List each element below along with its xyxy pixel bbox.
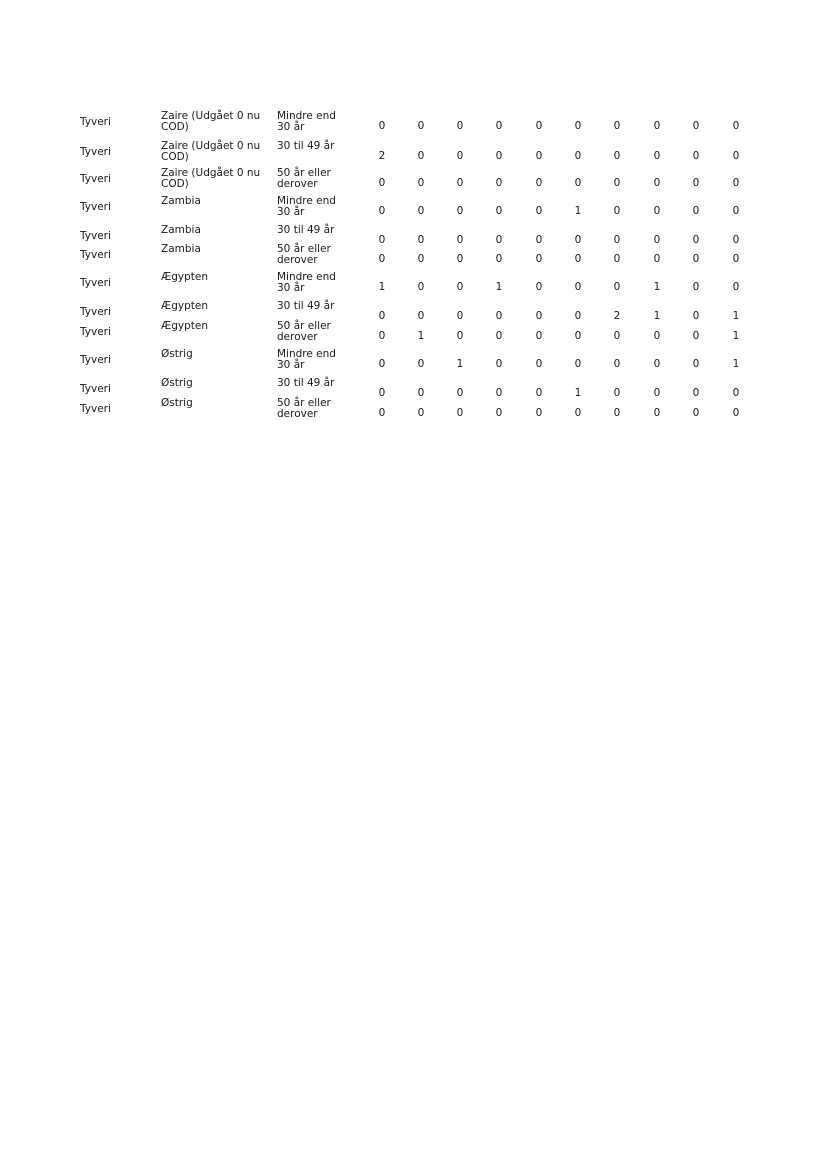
count-cell: 0 [495,387,503,399]
count-cell: 1 [653,281,661,293]
count-cell: 0 [692,407,700,419]
age-group-cell: 50 år eller derover [277,167,331,190]
count-cell: 0 [732,150,740,162]
offense-type-cell: Tyveri [80,326,111,338]
count-cell: 0 [574,234,582,246]
count-cell: 0 [574,253,582,265]
count-cell: 1 [653,310,661,322]
count-cell: 0 [417,253,425,265]
count-cell: 0 [417,234,425,246]
count-cell: 0 [692,205,700,217]
count-cell: 0 [456,253,464,265]
table-row [0,108,828,136]
table-row [0,269,828,297]
age-group-cell: 30 til 49 år [277,224,335,236]
count-cell: 0 [495,150,503,162]
count-cell: 0 [692,150,700,162]
age-group-cell: Mindre end 30 år [277,195,336,218]
age-group-cell: 50 år eller derover [277,397,331,420]
count-cell: 0 [456,281,464,293]
count-cell: 0 [613,234,621,246]
table-row [0,346,828,374]
count-cell: 0 [495,120,503,132]
country-cell: Zaire (Udgået 0 nu COD) [161,110,261,133]
count-cell: 0 [653,330,661,342]
country-cell: Østrig [161,397,193,409]
count-cell: 0 [417,177,425,189]
count-cell: 0 [535,177,543,189]
count-cell: 0 [495,358,503,370]
count-cell: 0 [456,120,464,132]
count-cell: 0 [378,387,386,399]
count-cell: 0 [535,330,543,342]
count-cell: 0 [692,330,700,342]
country-cell: Zambia [161,195,201,207]
count-cell: 0 [732,177,740,189]
count-cell: 0 [692,120,700,132]
age-group-cell: 50 år eller derover [277,320,331,343]
count-cell: 0 [495,177,503,189]
count-cell: 0 [613,150,621,162]
count-cell: 0 [653,150,661,162]
table-row [0,241,828,269]
count-cell: 0 [417,407,425,419]
count-cell: 0 [417,387,425,399]
age-group-cell: 30 til 49 år [277,377,335,389]
offense-type-cell: Tyveri [80,306,111,318]
count-cell: 0 [378,330,386,342]
count-cell: 0 [613,281,621,293]
count-cell: 0 [574,150,582,162]
count-cell: 0 [613,330,621,342]
offense-type-cell: Tyveri [80,201,111,213]
count-cell: 0 [574,281,582,293]
country-cell: Zaire (Udgået 0 nu COD) [161,167,261,190]
count-cell: 0 [613,205,621,217]
count-cell: 0 [417,120,425,132]
count-cell: 0 [613,253,621,265]
offense-type-cell: Tyveri [80,403,111,415]
count-cell: 0 [535,120,543,132]
count-cell: 1 [574,387,582,399]
age-group-cell: Mindre end 30 år [277,348,336,371]
count-cell: 0 [495,330,503,342]
count-cell: 0 [495,310,503,322]
count-cell: 0 [535,407,543,419]
count-cell: 0 [378,407,386,419]
count-cell: 0 [535,358,543,370]
count-cell: 0 [378,120,386,132]
count-cell: 0 [613,358,621,370]
count-cell: 0 [378,234,386,246]
count-cell: 0 [732,120,740,132]
count-cell: 0 [653,407,661,419]
count-cell: 0 [456,387,464,399]
offense-type-cell: Tyveri [80,354,111,366]
count-cell: 0 [613,387,621,399]
table-row [0,318,828,346]
table-row [0,193,828,221]
count-cell: 0 [417,205,425,217]
count-cell: 0 [692,310,700,322]
count-cell: 0 [535,281,543,293]
count-cell: 1 [456,358,464,370]
count-cell: 0 [692,177,700,189]
count-cell: 0 [495,407,503,419]
count-cell: 0 [456,150,464,162]
count-cell: 0 [456,407,464,419]
count-cell: 0 [495,253,503,265]
count-cell: 0 [378,358,386,370]
country-cell: Zaire (Udgået 0 nu COD) [161,140,261,163]
count-cell: 0 [732,253,740,265]
count-cell: 0 [692,253,700,265]
count-cell: 0 [456,205,464,217]
count-cell: 0 [378,177,386,189]
country-cell: Ægypten [161,320,209,332]
count-cell: 0 [495,234,503,246]
count-cell: 0 [417,281,425,293]
count-cell: 0 [456,310,464,322]
count-cell: 0 [732,205,740,217]
age-group-cell: 30 til 49 år [277,300,335,312]
country-cell: Zambia [161,243,201,255]
count-cell: 0 [653,387,661,399]
country-cell: Østrig [161,377,193,389]
age-group-cell: 50 år eller derover [277,243,331,266]
country-cell: Zambia [161,224,201,236]
age-group-cell: 30 til 49 år [277,140,335,152]
count-cell: 0 [692,387,700,399]
age-group-cell: Mindre end 30 år [277,110,336,133]
count-cell: 0 [653,253,661,265]
offense-type-cell: Tyveri [80,277,111,289]
count-cell: 0 [535,234,543,246]
count-cell: 1 [732,310,740,322]
offense-type-cell: Tyveri [80,116,111,128]
age-group-cell: Mindre end 30 år [277,271,336,294]
count-cell: 0 [574,330,582,342]
count-cell: 0 [456,234,464,246]
count-cell: 0 [535,150,543,162]
count-cell: 0 [613,177,621,189]
count-cell: 0 [692,234,700,246]
count-cell: 0 [653,177,661,189]
count-cell: 2 [613,310,621,322]
table-row [0,165,828,193]
count-cell: 0 [653,234,661,246]
country-cell: Østrig [161,348,193,360]
count-cell: 0 [417,310,425,322]
count-cell: 0 [495,205,503,217]
offense-type-cell: Tyveri [80,146,111,158]
count-cell: 0 [653,358,661,370]
count-cell: 1 [495,281,503,293]
count-cell: 0 [378,205,386,217]
count-cell: 0 [574,177,582,189]
count-cell: 0 [535,205,543,217]
count-cell: 1 [574,205,582,217]
count-cell: 0 [653,205,661,217]
count-cell: 0 [456,177,464,189]
count-cell: 0 [613,120,621,132]
count-cell: 0 [574,358,582,370]
count-cell: 0 [456,330,464,342]
offense-type-cell: Tyveri [80,383,111,395]
count-cell: 0 [574,120,582,132]
offense-type-cell: Tyveri [80,173,111,185]
offense-type-cell: Tyveri [80,230,111,242]
count-cell: 0 [574,310,582,322]
offense-type-cell: Tyveri [80,249,111,261]
count-cell: 0 [535,310,543,322]
count-cell: 0 [417,358,425,370]
table-row [0,138,828,166]
country-cell: Ægypten [161,271,209,283]
count-cell: 1 [378,281,386,293]
count-cell: 1 [732,330,740,342]
count-cell: 0 [692,358,700,370]
count-cell: 0 [692,281,700,293]
count-cell: 1 [417,330,425,342]
count-cell: 0 [378,253,386,265]
count-cell: 0 [653,120,661,132]
count-cell: 0 [732,234,740,246]
count-cell: 0 [613,407,621,419]
count-cell: 0 [732,387,740,399]
count-cell: 0 [378,310,386,322]
count-cell: 0 [574,407,582,419]
count-cell: 0 [732,281,740,293]
country-cell: Ægypten [161,300,209,312]
count-cell: 0 [535,253,543,265]
count-cell: 0 [535,387,543,399]
count-cell: 2 [378,150,386,162]
count-cell: 0 [417,150,425,162]
count-cell: 1 [732,358,740,370]
table-row [0,395,828,423]
count-cell: 0 [732,407,740,419]
